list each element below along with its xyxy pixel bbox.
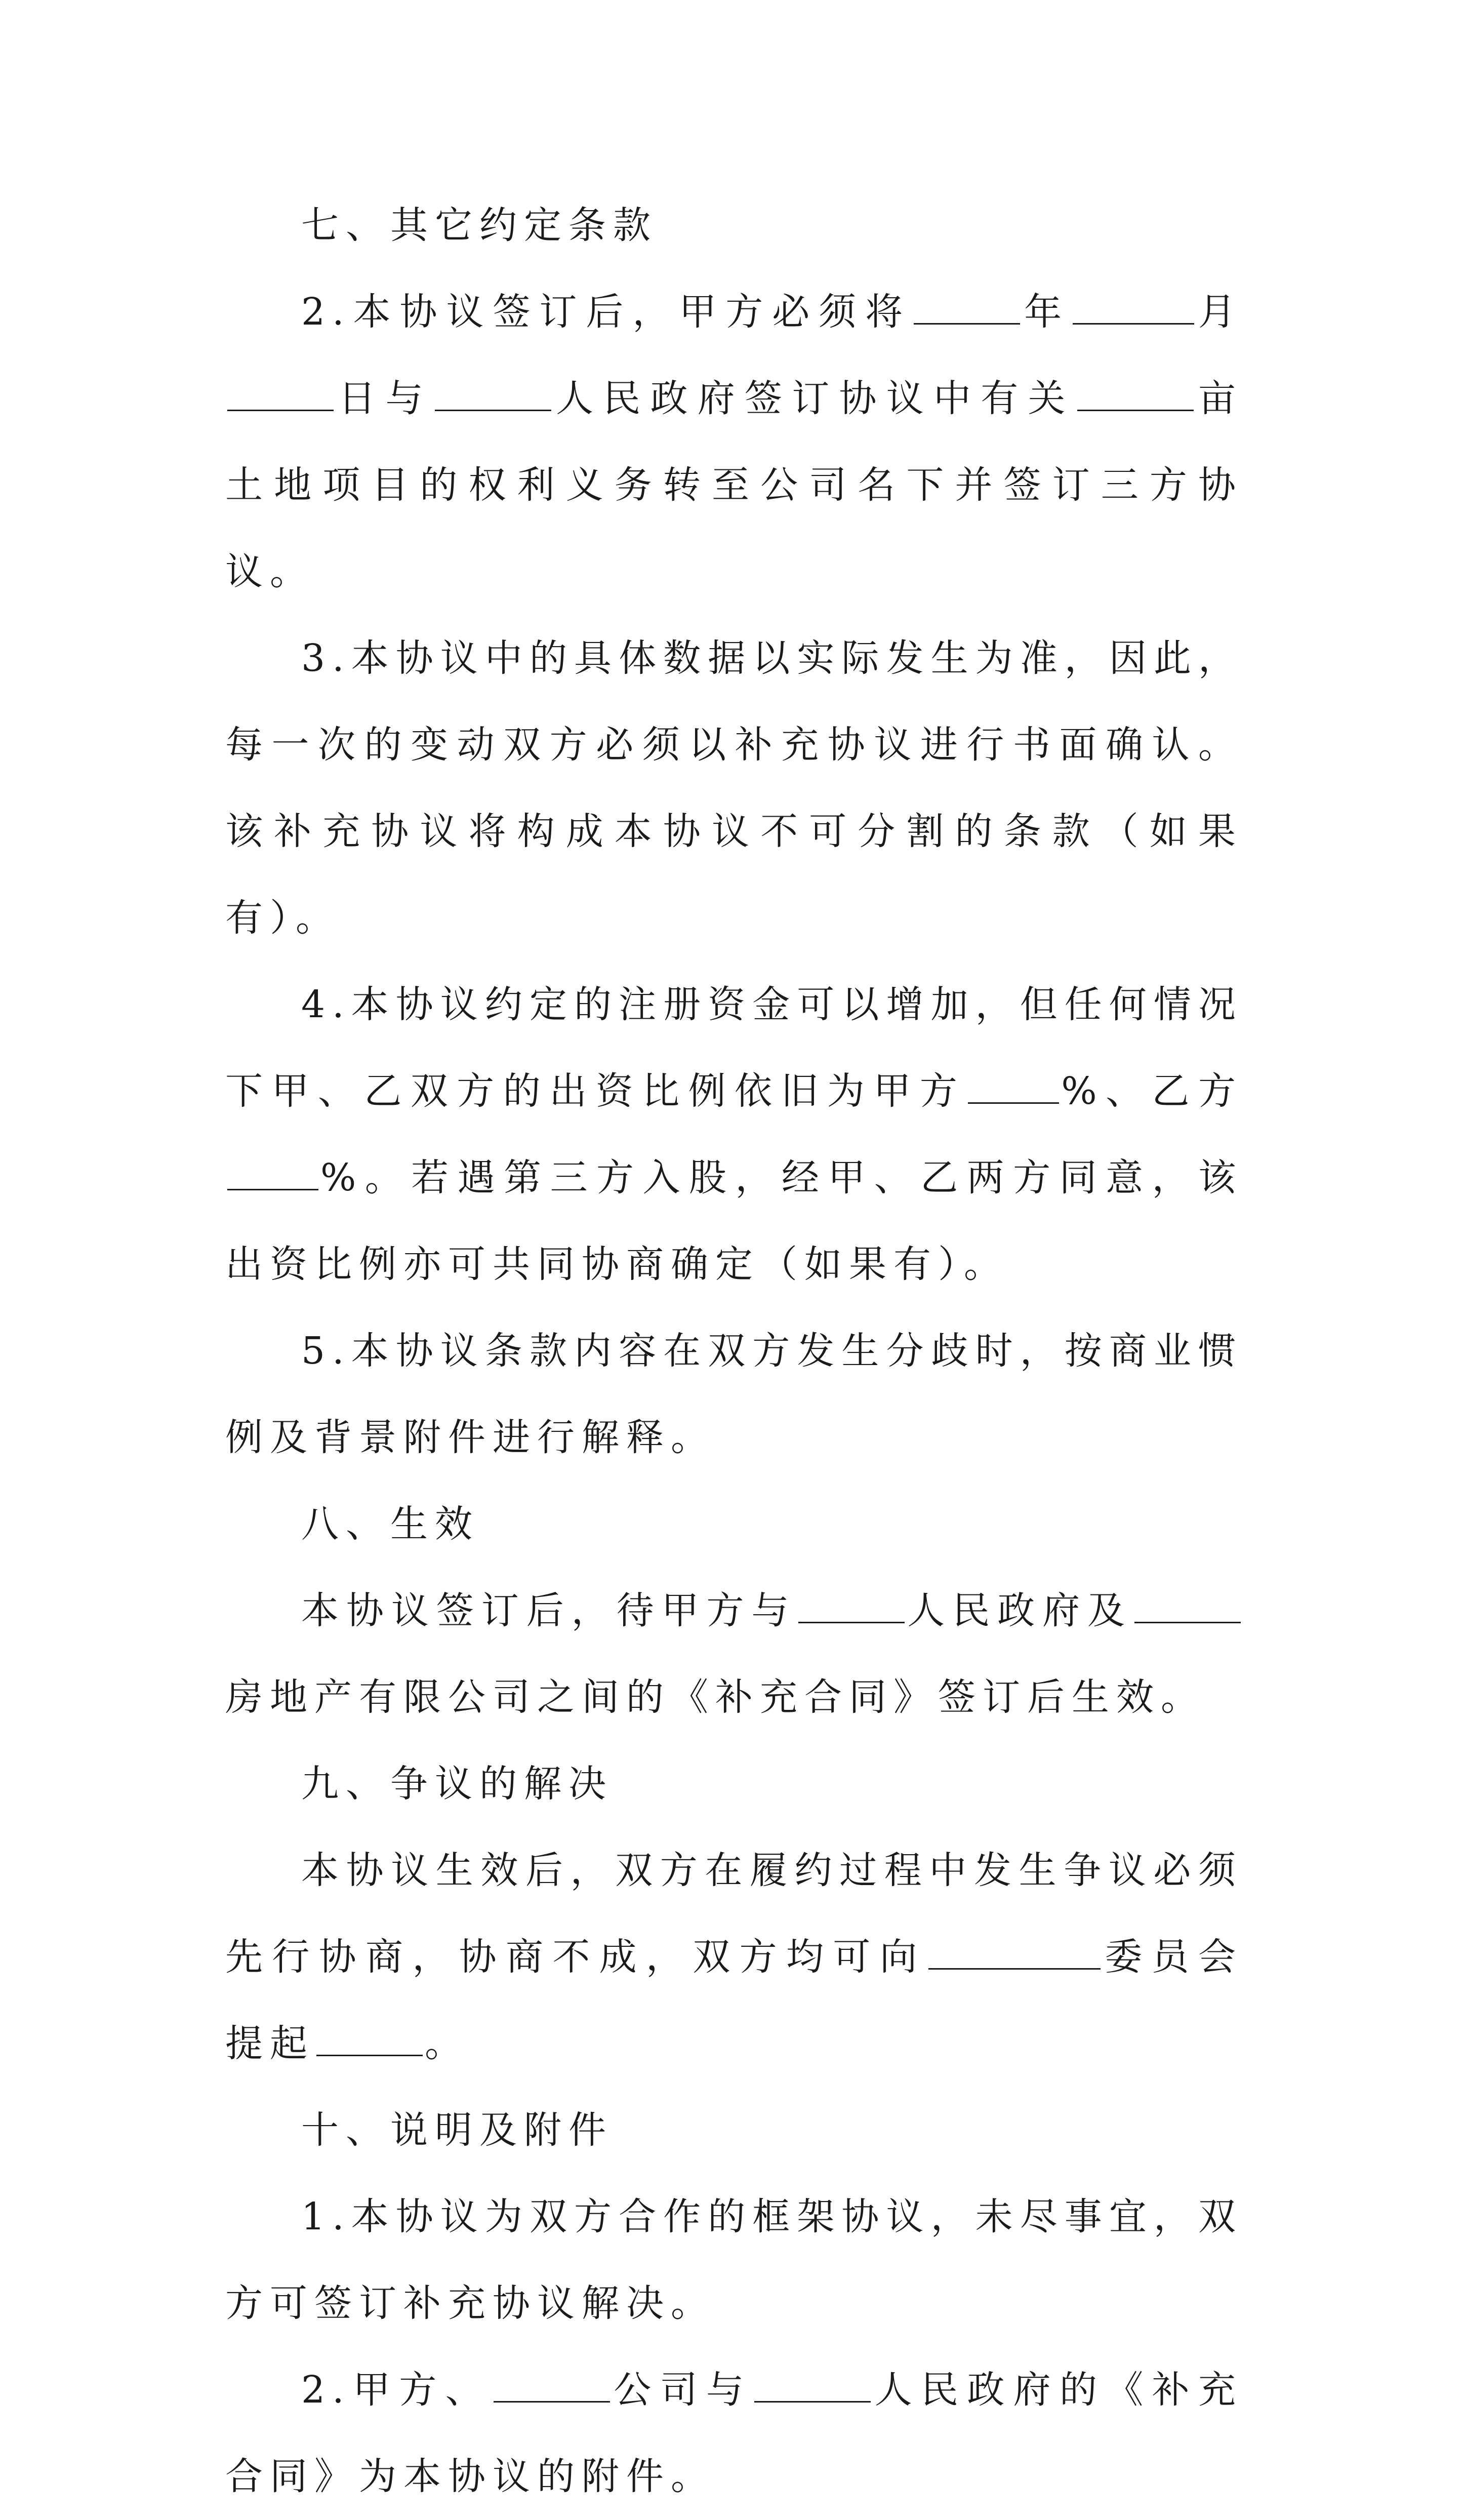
document-page <box>225 182 1243 2520</box>
section-heading-7: 七、其它约定条款 <box>301 204 658 247</box>
section-heading-8: 八、生效 <box>301 1502 479 1546</box>
fill-blank[interactable] <box>914 291 1020 325</box>
section-heading-10: 十、说明及附件 <box>301 2108 613 2152</box>
fill-blank[interactable] <box>1134 1589 1241 1623</box>
fill-blank[interactable] <box>435 377 551 411</box>
clause-text: 亩土地项目的权利义务转至公司名下并签订三方协议。 <box>225 377 1243 593</box>
clause-7-5: 5.本协议条款内容在双方发生分歧时，按商业惯例及背景附件进行解释。 <box>225 1329 1243 1459</box>
clause-text: 。 <box>425 2022 469 2065</box>
clause-text: 人民政府的《补充合同》为本协议的附件。 <box>225 2368 1243 2498</box>
fill-blank[interactable] <box>968 1070 1059 1104</box>
clause-text: 2.本协议签订后，甲方必须将 <box>301 290 912 334</box>
clause-text: 委员会提起 <box>225 1935 1243 2065</box>
clause-text: 人民政府及 <box>907 1589 1133 1632</box>
clause-text: 房地产有限公司之间的《补充合同》签订后生效。 <box>225 1675 1205 1719</box>
clause-text: %。若遇第三方入股，经甲、乙两方同意，该出资比例亦可共同协商确定（如果有）。 <box>225 1156 1243 1286</box>
fill-blank[interactable] <box>798 1589 905 1623</box>
fill-blank[interactable] <box>928 1936 1101 1970</box>
clause-text: 本协议签订后，待甲方与 <box>301 1589 797 1632</box>
clause-10-2 <box>225 2347 1243 2520</box>
clause-text: 月 <box>1196 290 1243 334</box>
clause-text: %、乙方 <box>1061 1069 1243 1113</box>
fill-blank[interactable] <box>316 2022 423 2056</box>
fill-blank[interactable] <box>1077 377 1194 411</box>
clause-8-body <box>225 1568 1243 1741</box>
clause-9-body <box>225 1827 1243 2087</box>
clause-text: 公司与 <box>612 2368 753 2412</box>
section-heading-9: 九、争议的解决 <box>301 1762 613 1806</box>
clause-7-3: 3.本协议中的具体数据以实际发生为准，因此，每一次的变动双方必须以补充协议进行书面确认。该补充协议将构成本协议不可分割的条款（如果有）。 <box>225 636 1243 940</box>
clause-text: 人民政府签订协议中有关 <box>553 377 1075 420</box>
clause-text: 4.本协议约定的注册资金可以增加，但任何情况下甲、乙双方的出资比例依旧为甲方 <box>225 983 1243 1113</box>
fill-blank[interactable] <box>227 1156 318 1190</box>
clause-text: 年 <box>1022 290 1071 334</box>
clause-7-4 <box>225 962 1243 1308</box>
clause-text: 本协议生效后，双方在履约过程中发生争议必须先行协商，协商不成，双方均可向 <box>225 1849 1243 1979</box>
clause-7-2 <box>225 269 1243 615</box>
fill-blank[interactable] <box>227 377 334 411</box>
fill-blank[interactable] <box>1073 291 1194 325</box>
fill-blank[interactable] <box>754 2369 871 2403</box>
clause-10-1: 1.本协议为双方合作的框架协议，未尽事宜，双方可签订补充协议解决。 <box>225 2195 1243 2325</box>
clause-text: 日与 <box>336 377 433 420</box>
clause-text: 2.甲方、 <box>301 2368 492 2412</box>
fill-blank[interactable] <box>494 2369 610 2403</box>
